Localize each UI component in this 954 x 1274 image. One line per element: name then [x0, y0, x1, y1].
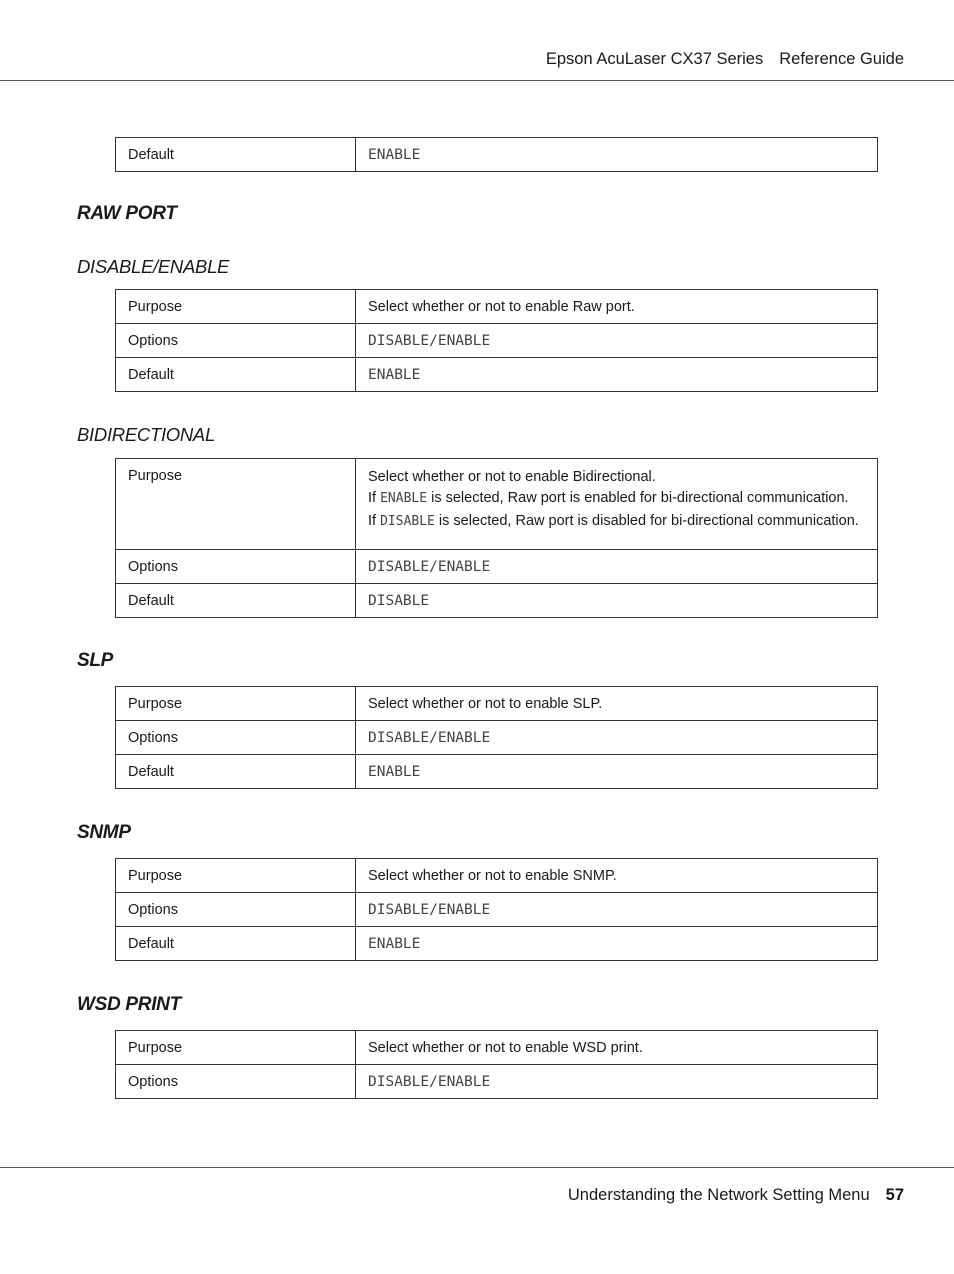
slp-heading: SLP	[77, 650, 114, 671]
default-value: DISABLE	[356, 584, 878, 618]
guide-name: Reference Guide	[779, 50, 904, 68]
purpose-label: Purpose	[116, 459, 356, 550]
note-text: is selected, Raw port is enabled for bi-directional communication.	[427, 490, 849, 506]
snmp-heading: SNMP	[77, 822, 131, 843]
disable-note	[368, 507, 865, 536]
default-label: Default	[116, 358, 356, 392]
table-row	[116, 859, 878, 893]
options-value: DISABLE/ENABLE	[356, 324, 878, 358]
table-row	[116, 721, 878, 755]
table-row	[116, 1031, 878, 1065]
options-label: Options	[116, 550, 356, 584]
raw-port-heading: RAW PORT	[77, 203, 177, 224]
options-label: Options	[116, 721, 356, 755]
default-label: Default	[116, 138, 356, 172]
top-default-table	[115, 137, 878, 172]
table-row	[116, 1065, 878, 1099]
purpose-label: Purpose	[116, 1031, 356, 1065]
purpose-line: Select whether or not to enable Bidirectional.	[368, 469, 656, 485]
table-row	[116, 290, 878, 324]
section-title: Understanding the Network Setting Menu	[567, 1186, 870, 1204]
purpose-value: Select whether or not to enable SNMP.	[356, 859, 878, 893]
table-row	[116, 324, 878, 358]
default-value: ENABLE	[356, 927, 878, 961]
options-label: Options	[116, 1065, 356, 1099]
options-value: DISABLE/ENABLE	[356, 721, 878, 755]
table-row	[116, 755, 878, 789]
purpose-value: Select whether or not to enable Raw port.	[356, 290, 878, 324]
raw-port-enable-table	[115, 289, 878, 392]
header-rule	[0, 80, 954, 81]
purpose-value: Select whether or not to enable SLP.	[356, 687, 878, 721]
default-value: ENABLE	[356, 138, 878, 172]
snmp-table	[115, 858, 878, 961]
running-header	[546, 50, 904, 69]
wsd-print-table	[115, 1030, 878, 1099]
note-prefix: If	[368, 490, 381, 506]
default-value: ENABLE	[356, 755, 878, 789]
table-row	[116, 138, 878, 172]
options-label: Options	[116, 324, 356, 358]
options-label: Options	[116, 893, 356, 927]
purpose-label: Purpose	[116, 859, 356, 893]
disable-enable-heading: DISABLE/ENABLE	[77, 256, 230, 277]
table-row	[116, 358, 878, 392]
wsd-print-heading: WSD PRINT	[77, 994, 181, 1015]
table-row	[116, 550, 878, 584]
default-label: Default	[116, 584, 356, 618]
note-text: is selected, Raw port is disabled for bi-directional communication.	[434, 513, 859, 529]
note-code: DISABLE	[380, 514, 435, 529]
options-value: DISABLE/ENABLE	[356, 1065, 878, 1099]
table-row	[116, 584, 878, 618]
purpose-value: Select whether or not to enable WSD print.	[356, 1031, 878, 1065]
default-label: Default	[116, 927, 356, 961]
product-name: Epson AcuLaser CX37 Series	[545, 50, 764, 68]
default-value: ENABLE	[356, 358, 878, 392]
purpose-value	[356, 459, 878, 550]
bidirectional-table	[115, 458, 878, 618]
note-prefix: If	[368, 513, 381, 529]
default-label: Default	[116, 755, 356, 789]
page-number: 57	[885, 1186, 904, 1204]
running-footer	[568, 1186, 904, 1205]
bidirectional-heading: BIDIRECTIONAL	[77, 424, 215, 445]
footer-rule	[0, 1167, 954, 1168]
slp-table	[115, 686, 878, 789]
table-row	[116, 927, 878, 961]
table-row	[116, 687, 878, 721]
options-value: DISABLE/ENABLE	[356, 550, 878, 584]
table-row	[116, 893, 878, 927]
table-row	[116, 459, 878, 550]
note-code: ENABLE	[380, 491, 428, 506]
purpose-label: Purpose	[116, 290, 356, 324]
purpose-label: Purpose	[116, 687, 356, 721]
options-value: DISABLE/ENABLE	[356, 893, 878, 927]
